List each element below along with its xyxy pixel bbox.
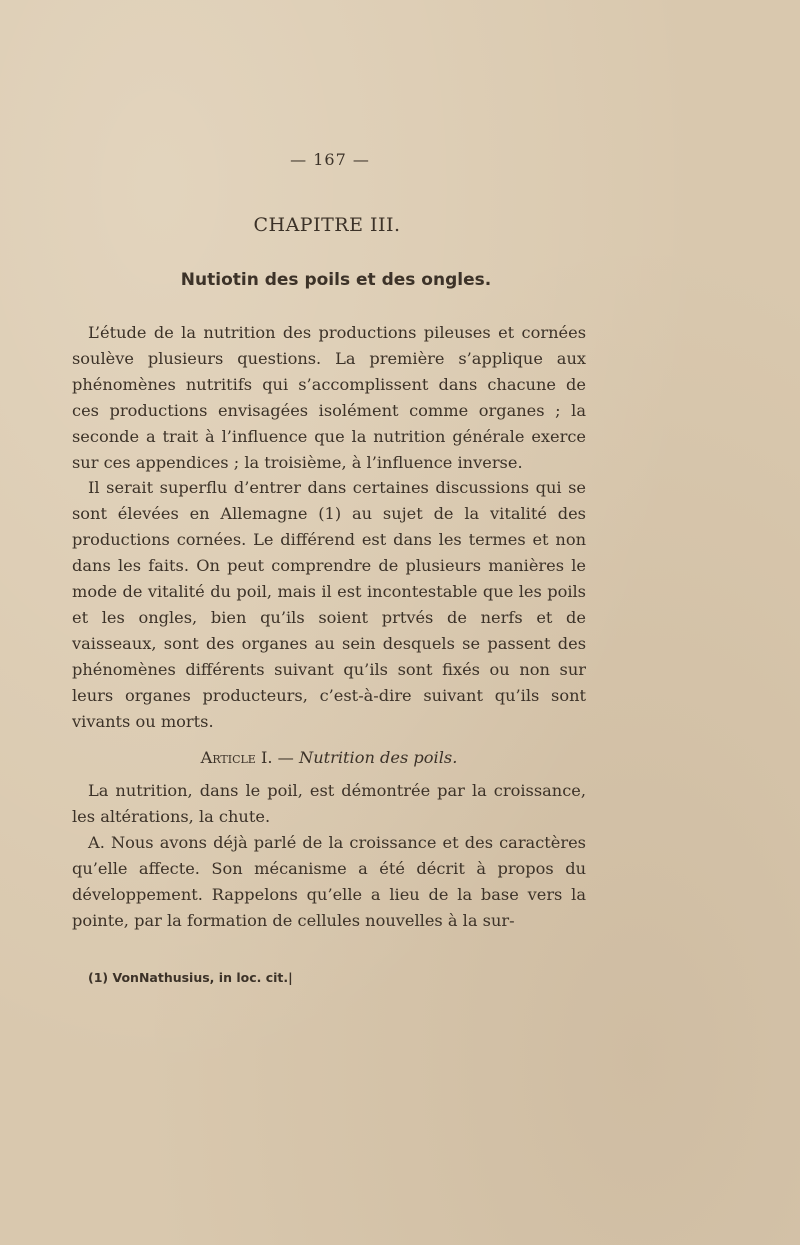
article-label: Article: [200, 747, 256, 767]
paragraph: A. Nous avons déjà parlé de la croissance et des caractères qu’elle affecte. Son mécanisme a été décrit à propos du développement. Rappelons qu’elle a lieu de la base vers la pointe, par la formation de cellules nouvelles à la sur-: [72, 833, 586, 930]
section-title: Nutiotin des poils et des ongles.: [180, 270, 492, 290]
paragraph: L’étude de la nutrition des productions pileuses et cornées soulève plusieurs questions. La première s’applique aux phénomènes nutritifs qui s’accomplissent dans chacune de ces productions envisagées isolément comme organes ; la seconde a trait à l’influence que la nutrition générale exerce sur ces appendices ; la troisième, à l’influence inverse.: [72, 323, 586, 472]
article-title: Nutrition des poils.: [299, 747, 458, 767]
article-number: I. —: [261, 747, 294, 767]
chapter-title: CHAPITRE III.: [253, 214, 401, 236]
footnote: (1) VonNathusius, in loc. cit.|: [88, 970, 293, 985]
paragraph: Il serait superflu d’entrer dans certaines discussions qui se sont élevées en Allemagne (1) au sujet de la vitalité des productions cornées. Le différend est dans les termes et non dans les faits. On peut comprendre de plusieurs manières le mode de vitalité du poil, mais il est incontestable que les poils et les ongles, bien qu’ils soient prtvés de nerfs et de vaisseaux, sont des organes au sein desquels se passent des phénomènes différents suivant qu’ils sont fixés ou non sur leurs organes producteurs, c’est-à-dire suivant qu’ils sont vivants ou morts.: [72, 478, 586, 731]
article-heading: [72, 745, 586, 771]
body-text: [72, 320, 586, 934]
paragraph: La nutrition, dans le poil, est démontrée par la croissance, les altérations, la chute.: [72, 781, 586, 827]
page-number: — 167 —: [290, 150, 370, 169]
